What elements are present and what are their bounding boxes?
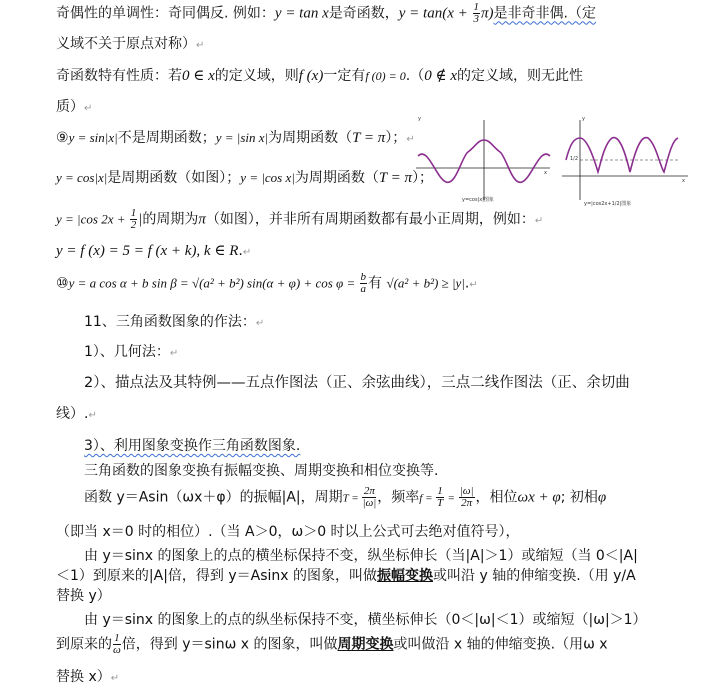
text-line-6: y = cos|x|是周期函数（如图）；y = |cos x|为周期函数（T = π）； [56,170,434,186]
text-line-5: ⑨y = sin|x|不是周期函数；y = |sin x|为周期函数（T = π）；↵ [56,130,415,146]
cos-abs-x-graph [416,116,552,204]
tick-label: 1/2 [570,156,579,162]
text-line-14: 3）、利用图象变换作三角函数图象. [84,438,301,454]
text-line-12: 2）、描点法及其特例——五点作图法（正、余弦曲线），三点二线作图法（正、余切曲 [84,375,630,391]
text-line-4: 质）↵ [56,99,93,115]
text-line-1: 奇偶性的单调性：奇同偶反. 例如：y = tan x是奇函数，y = tan(x + $\frac{1}{3}$ π)是非奇非偶.（定 [56,1,596,25]
x-axis-label: x [682,178,685,184]
section-heading: 11、三角函数图象的作法：↵ [84,314,265,330]
abs-cos-2x-figure [560,116,690,208]
text-line-16: 函数 y＝Asin（ωx＋φ）的振幅|A|，周期T = $\frac{2\pi}{|\omega|}$ ，频率f = $\frac{1}{T}$ = $\frac{|\omega|}{2\pi}$ ，相位ωx + φ; 初相φ [84,485,607,509]
curve [566,138,678,172]
text-line-15: 三角函数的图象变换有振幅变换、周期变换和相位变换等. [84,463,439,479]
text-line-2: 义域不关于原点对称）↵ [56,36,205,52]
text-line-3: 奇函数特有性质：若0 ∈ x的定义域，则f (x)一定有f (0) = 0.（0 ∉ x的定义域，则无此性 [56,68,583,84]
text-line-23: 替换 x）↵ [56,669,120,685]
text-line-20: 替换 y） [56,588,111,604]
text-line-9: ⑩y = a cos α + b sin β = √(a² + b²) sin(α + φ) + cos φ = $\frac{b}{a}$ 有 √(a² + b²) ≥ |y|.↵ [56,271,478,295]
y-axis-label: y [582,116,585,122]
figure-caption: y=|cos2x+1/2|图象 [584,201,632,207]
text-line-21: 由 y＝sinx 的图象上的点的纵坐标保持不变，横坐标伸长（0＜|ω|＜1）或缩短（|ω|＞1） [84,612,647,628]
text-line-17: （即当 x＝0 时的相位）.（当 A＞0，ω＞0 时以上公式可去绝对值符号）， [56,524,520,540]
text-line-7: y = |cos 2x + $\frac{1}{2}$ |的周期为π（如图），并非所有周期函数都有最小正周期，例如：↵ [56,207,544,231]
text-line-19: ＜1）到原来的|A|倍，得到 y＝Asinx 的图象，叫做振幅变换或叫沿 y 轴的伸缩变换.（用 y/A [56,568,636,584]
text-line-8: y = f (x) = 5 = f (x + k), k ∈ R.↵ [56,243,252,259]
y-axis-label: y [418,116,421,122]
text-line-13: 线）.↵ [56,406,97,422]
cos-abs-x-figure [416,116,552,204]
text-line-18: 由 y＝sinx 的图象上的点的横坐标保持不变，纵坐标伸长（当|A|＞1）或缩短（当 0＜|A| [84,548,638,564]
abs-cos-2x-graph [560,116,690,208]
text-line-11: 1）、几何法：↵ [84,344,179,360]
figure-caption: y=cos|x|图象 [462,197,494,203]
x-axis-label: x [544,170,547,176]
text-line-22: 到原来的 $\frac{1}{\omega}$ 倍，得到 y＝sinω x 的图象，叫做周期变换或叫做沿 x 轴的伸缩变换.（用ω x [56,632,608,656]
